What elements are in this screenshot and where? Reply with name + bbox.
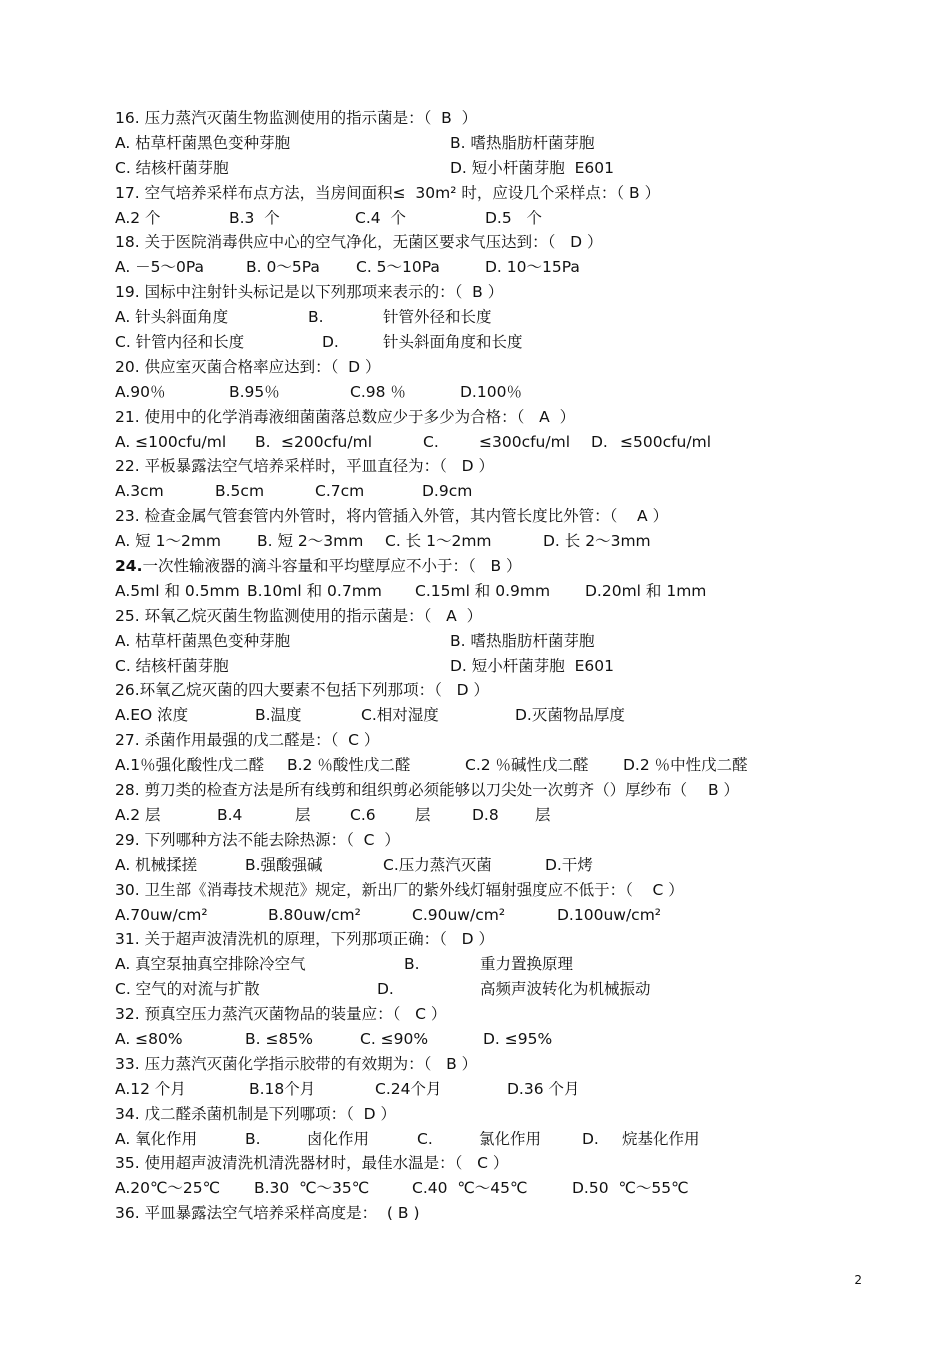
line-text: A. 机械揉搓 — [115, 855, 198, 874]
option-text: B.5cm — [215, 482, 265, 501]
option-text: B. 短 2～3mm — [257, 532, 364, 551]
option-text: B. ≤85% — [245, 1029, 313, 1048]
line-text: C. 结核杆菌芽胞 — [115, 158, 229, 177]
option-text: C.24个月 — [375, 1079, 442, 1098]
question-line — [115, 778, 875, 803]
option-text: C.98 ％ — [350, 382, 406, 401]
line-text: 19. 国标中注射针头标记是以下列那项来表示的：（ B ） — [115, 283, 504, 302]
question-line — [115, 255, 875, 280]
option-text: B. 0～5Pa — [246, 258, 320, 277]
line-text: A. 氧化作用 — [115, 1129, 198, 1148]
option-text: D.干烤 — [545, 855, 593, 874]
option-text: D.8 — [472, 805, 499, 824]
question-line — [115, 554, 875, 579]
option-text: D.5 个 — [485, 208, 543, 227]
line-text: C. 空气的对流与扩散 — [115, 980, 260, 999]
option-text: D. 长 2～3mm — [543, 532, 651, 551]
option-text: B.4 — [217, 805, 243, 824]
option-text: C. — [417, 1129, 433, 1148]
line-text: 21. 使用中的化学消毒液细菌菌落总数应少于多少为合格：（ A ） — [115, 407, 576, 426]
option-text: D. 10～15Pa — [485, 258, 580, 277]
line-text: A. －5～0Pa — [115, 258, 205, 277]
option-text: C.40 ℃～45℃ — [412, 1179, 528, 1198]
question-line — [115, 1127, 875, 1152]
question-line — [115, 803, 875, 828]
line-text: 18. 关于医院消毒供应中心的空气净化，无菌区要求气压达到：（ D ） — [115, 233, 603, 252]
option-text: B.95％ — [229, 382, 280, 401]
option-text: 层 — [535, 805, 551, 824]
question-line — [115, 280, 875, 305]
question-line — [115, 927, 875, 952]
line-text: 35. 使用超声波清洗机清洗器材时，最佳水温是：（ C ） — [115, 1154, 509, 1173]
question-line — [115, 654, 875, 679]
option-text: D. — [582, 1129, 599, 1148]
line-text: 33. 压力蒸汽灭菌化学指示胶带的有效期为：（ B ） — [115, 1054, 478, 1073]
line-text: A.EO 浓度 — [115, 706, 189, 725]
question-line — [115, 106, 875, 131]
option-text: C.4 个 — [355, 208, 406, 227]
question-line — [115, 878, 875, 903]
question-line — [115, 678, 875, 703]
question-line — [115, 1201, 875, 1226]
question-line — [115, 131, 875, 156]
option-text: C.15ml 和 0.9mm — [415, 581, 551, 600]
option-text: D. 短小杆菌芽胞 E601 — [450, 158, 615, 177]
question-line — [115, 728, 875, 753]
line-text: 17. 空气培养采样布点方法，当房间面积≤ 30m² 时，应设几个采样点：（ B ） — [115, 183, 661, 202]
option-text: D. — [322, 333, 339, 352]
line-text: A.20℃～25℃ — [115, 1179, 221, 1198]
option-text: B.10ml 和 0.7mm — [247, 581, 382, 600]
line-text: 16. 压力蒸汽灭菌生物监测使用的指示菌是：（ B ） — [115, 109, 478, 127]
option-text: 高频声波转化为机械振动 — [480, 980, 651, 999]
option-text: B. — [404, 955, 420, 974]
option-text: C.2 ％碱性戊二醛 — [465, 756, 589, 775]
line-text: A. 枯草杆菌黑色变种芽胞 — [115, 631, 291, 650]
question-line — [115, 579, 875, 604]
question-line — [115, 977, 875, 1002]
line-text: 27. 杀菌作用最强的戊二醛是：（ C ） — [115, 731, 380, 750]
option-text: ≤500cfu/ml — [620, 432, 712, 451]
question-line — [115, 952, 875, 977]
option-text: C.90uw/cm² — [412, 905, 506, 924]
question-line — [115, 529, 875, 554]
question-line — [115, 1077, 875, 1102]
option-text: B.80uw/cm² — [268, 905, 361, 924]
option-text: D.9cm — [422, 482, 473, 501]
option-text: B.强酸强碱 — [245, 855, 323, 874]
line-text: A. ≤100cfu/ml — [115, 432, 227, 451]
option-text: 氯化作用 — [479, 1129, 542, 1148]
line-text: A.90％ — [115, 382, 166, 401]
line-text: A. 真空泵抽真空排除冷空气 — [115, 955, 306, 974]
option-text: B ） — [708, 781, 740, 800]
option-text: 卤化作用 — [307, 1129, 370, 1148]
question-line — [115, 504, 875, 529]
option-text: C. — [423, 432, 439, 451]
option-text: C. ≤90% — [360, 1029, 429, 1048]
line-text: C. 针管内径和长度 — [115, 333, 245, 352]
option-text: D.20ml 和 1mm — [585, 581, 707, 600]
line-text: 25. 环氧乙烷灭菌生物监测使用的指示菌是：（ A ） — [115, 606, 483, 625]
line-text: A. 针头斜面角度 — [115, 308, 229, 327]
question-line — [115, 828, 875, 853]
option-text: 层 — [295, 805, 311, 824]
line-text: C. 结核杆菌芽胞 — [115, 656, 229, 675]
option-text: B. — [255, 432, 271, 451]
option-text: B. 嗜热脂肪杆菌芽胞 — [450, 631, 595, 650]
line-text: A. ≤80% — [115, 1029, 183, 1048]
option-text: B.2 ％酸性戊二醛 — [287, 756, 411, 775]
option-text: B. 嗜热脂肪杆菌芽胞 — [450, 133, 595, 152]
question-line — [115, 703, 875, 728]
question-line — [115, 355, 875, 380]
question-line — [115, 430, 875, 455]
question-line — [115, 479, 875, 504]
question-line — [115, 181, 875, 206]
option-text: ≤200cfu/ml — [281, 432, 373, 451]
line-text: 36. 平皿暴露法空气培养采样高度是： ( B ) — [115, 1204, 420, 1223]
line-text: A.3cm — [115, 482, 164, 501]
question-line — [115, 1151, 875, 1176]
option-text: 烷基化作用 — [622, 1129, 700, 1148]
question-line — [115, 330, 875, 355]
line-text: A. 短 1～2mm — [115, 532, 222, 551]
line-text: 32. 预真空压力蒸汽灭菌物品的装量应：（ C ） — [115, 1005, 447, 1024]
line-text: 22. 平板暴露法空气培养采样时，平皿直径为：（ D ） — [115, 457, 494, 476]
option-text: D. ≤95% — [483, 1029, 553, 1048]
option-text: D. 短小杆菌芽胞 E601 — [450, 656, 615, 675]
option-text: C.压力蒸汽灭菌 — [383, 855, 492, 874]
page-number: 2 — [854, 1273, 862, 1287]
option-text: D.100uw/cm² — [557, 905, 662, 924]
option-text: B.30 ℃～35℃ — [254, 1179, 370, 1198]
option-text: C.7cm — [315, 482, 365, 501]
line-text: 29. 下列哪种方法不能去除热源：（ C ） — [115, 830, 400, 849]
line-text: 31. 关于超声波清洗机的原理，下列那项正确：（ D ） — [115, 930, 494, 949]
line-text: 20. 供应室灭菌合格率应达到：（ D ） — [115, 357, 381, 376]
option-text: D.50 ℃～55℃ — [572, 1179, 689, 1198]
option-text: C. 5～10Pa — [356, 258, 440, 277]
line-text: 23. 检查金属气管套管内外管时，将内管插入外管，其内管长度比外管：（ A ） — [115, 507, 669, 526]
option-text: 针管外径和长度 — [383, 308, 492, 327]
question-line — [115, 1102, 875, 1127]
option-text: C.6 — [350, 805, 376, 824]
option-text: 层 — [415, 805, 431, 824]
question-line — [115, 1027, 875, 1052]
question-line — [115, 853, 875, 878]
option-text: C. 长 1～2mm — [385, 532, 492, 551]
line-text: 30. 卫生部《消毒技术规范》规定，新出厂的紫外线灯辐射强度应不低于：（ C ） — [115, 880, 684, 899]
question-line — [115, 156, 875, 181]
line-text: 24.一次性输液器的滴斗容量和平均壁厚应不小于：（ B ） — [115, 557, 522, 576]
line-text: A.2 层 — [115, 805, 161, 824]
option-text: 重力置换原理 — [480, 955, 574, 974]
line-text: A.12 个月 — [115, 1079, 186, 1098]
question-line — [115, 405, 875, 430]
line-text: A. 枯草杆菌黑色变种芽胞 — [115, 133, 291, 152]
question-line — [115, 230, 875, 255]
line-text: 34. 戊二醛杀菌机制是下列哪项：（ D ） — [115, 1104, 397, 1123]
question-line — [115, 206, 875, 231]
option-text: B. — [308, 308, 324, 327]
option-text: D. — [591, 432, 608, 451]
option-text: D.100％ — [460, 382, 522, 401]
line-text: 26.环氧乙烷灭菌的四大要素不包括下列那项：（ D ） — [115, 681, 490, 700]
option-text: B.温度 — [255, 706, 302, 725]
question-line — [115, 903, 875, 928]
question-line — [115, 380, 875, 405]
line-text: A.1％强化酸性戊二醛 — [115, 756, 265, 775]
question-line — [115, 1052, 875, 1077]
question-line — [115, 454, 875, 479]
option-text: D.2 ％中性戊二醛 — [623, 756, 748, 775]
option-text: D.灭菌物品厚度 — [515, 706, 625, 725]
question-list — [115, 106, 875, 1226]
option-text: B. — [245, 1129, 261, 1148]
option-text: D.36 个月 — [507, 1079, 580, 1098]
option-text: C.相对湿度 — [361, 706, 439, 725]
option-text: 针头斜面角度和长度 — [383, 333, 523, 352]
option-text: B.18个月 — [249, 1079, 316, 1098]
question-line — [115, 1176, 875, 1201]
option-text: ≤300cfu/ml — [479, 432, 571, 451]
question-line — [115, 753, 875, 778]
line-text: A.5ml 和 0.5mm — [115, 581, 240, 600]
option-text: B.3 个 — [229, 208, 280, 227]
line-text: 28. 剪刀类的检查方法是所有线剪和组织剪必须能够以刀尖处一次剪齐（）厚纱布（ — [115, 781, 688, 800]
line-text: A.2 个 — [115, 208, 161, 227]
question-line — [115, 1002, 875, 1027]
option-text: D. — [377, 980, 394, 999]
line-text: A.70uw/cm² — [115, 905, 208, 924]
question-line — [115, 305, 875, 330]
question-line — [115, 604, 875, 629]
question-line — [115, 629, 875, 654]
